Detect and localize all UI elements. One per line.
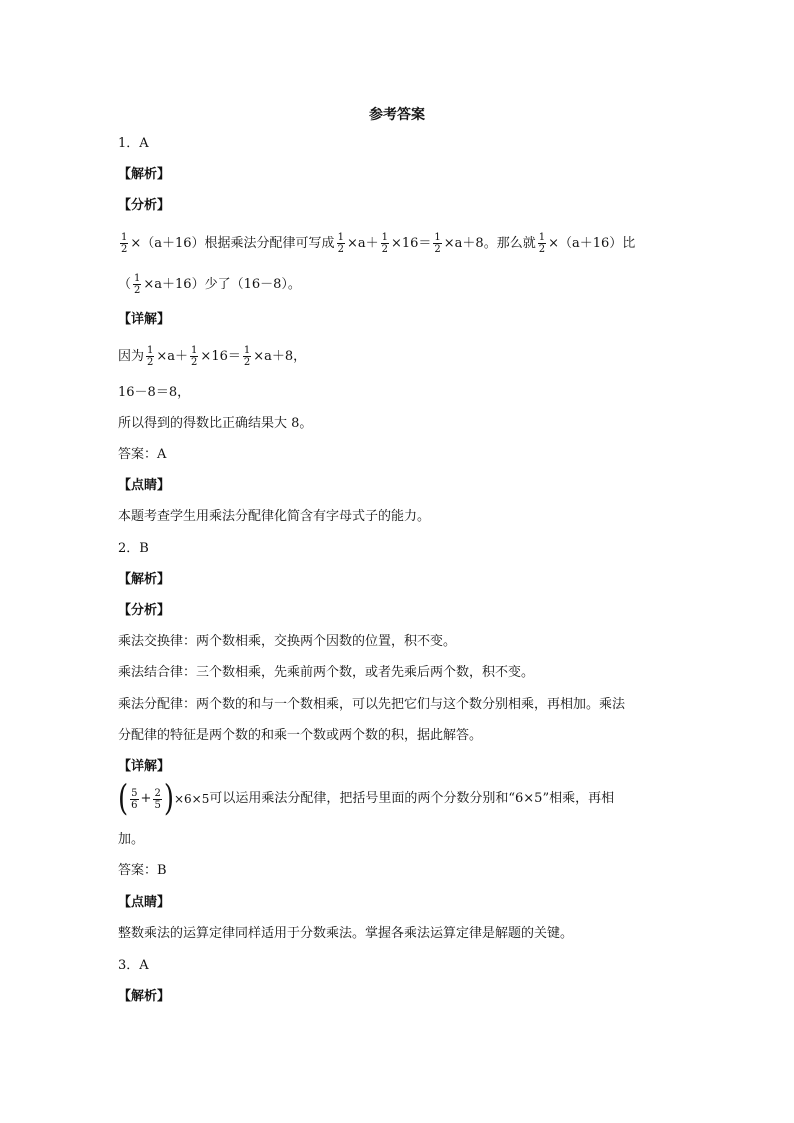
q1-analysis-line1: $\frac{1}{2}$ ×（a＋16）根据乘法分配律可写成 $\frac{1}{2}$ ×a＋ $\frac{1}{2}$ ×16＝ $\frac{1}{2}$ ×a＋8。那么就 $\frac{1}{2}$ ×（a＋16）比 xyxy=(121,232,636,255)
q2-rule-distributive-1: 乘法分配律：两个数的和与一个数相乘，可以先把它们与这个数分别相乘，再相加。乘法 xyxy=(118,697,626,712)
q1-comment: 本题考查学生用乘法分配律化简含有字母式子的能力。 xyxy=(118,509,431,524)
q2-dianjing-heading: 【点睛】 xyxy=(118,895,171,910)
fraction-half: $\frac{1}{2}$ xyxy=(337,232,344,255)
q1-jiexi-heading: 【解析】 xyxy=(118,167,171,182)
q1-xiangjie-heading: 【详解】 xyxy=(118,312,171,327)
q2-detail-line2: 加。 xyxy=(118,832,145,847)
q1-analysis-line2: （ $\frac{1}{2}$ ×a＋16）少了（16－8）。 xyxy=(118,273,301,296)
q2-xiangjie-heading: 【详解】 xyxy=(118,759,171,774)
q2-rule-commutative: 乘法交换律：两个数相乘，交换两个因数的位置，积不变。 xyxy=(118,634,457,649)
q1-number: 1．A xyxy=(118,136,149,151)
q1-answer: 答案：A xyxy=(118,447,167,462)
fraction-half: $\frac{1}{2}$ xyxy=(134,273,141,296)
q3-number: 3．A xyxy=(118,958,149,973)
fraction-two-fifths: $\frac{2}{5}$ xyxy=(154,787,161,811)
fraction-five-sixths: $\frac{5}{6}$ xyxy=(131,787,138,811)
q1-fenxi-heading: 【分析】 xyxy=(118,198,171,213)
q2-rule-distributive-2: 分配律的特征是两个数的和乘一个数或两个数的积，据此解答。 xyxy=(118,728,483,743)
q1-dianjing-heading: 【点睛】 xyxy=(118,478,171,493)
q2-detail-line1: ( $\frac{5}{6}$ + $\frac{2}{5}$ )×6×5可以运用乘法分配律，把括号里面的两个分数分别和“6×5”相乘，再相 xyxy=(118,778,615,820)
q3-jiexi-heading: 【解析】 xyxy=(118,989,171,1004)
q2-rule-associative: 乘法结合律：三个数相乘，先乘前两个数，或者先乘后两个数，积不变。 xyxy=(118,665,535,680)
right-paren: ) xyxy=(163,778,174,820)
page-title: 参考答案 xyxy=(369,107,425,123)
fraction-half: $\frac{1}{2}$ xyxy=(538,232,546,255)
q2-jiexi-heading: 【解析】 xyxy=(118,572,171,587)
q1-detail-line2: 16－8＝8， xyxy=(118,385,191,400)
fraction-half: $\frac{1}{2}$ xyxy=(381,232,388,255)
q1-detail-line3: 所以得到的得数比正确结果大 8。 xyxy=(118,416,313,431)
q2-number: 2．B xyxy=(118,541,149,556)
fraction-half: $\frac{1}{2}$ xyxy=(434,232,441,255)
fraction-half: $\frac{1}{2}$ xyxy=(191,345,198,368)
q1-detail-line1: 因为 $\frac{1}{2}$ ×a＋ $\frac{1}{2}$ ×16＝ $\frac{1}{2}$ ×a＋8， xyxy=(118,345,307,368)
left-paren: ( xyxy=(118,778,129,820)
fraction-half: $\frac{1}{2}$ xyxy=(243,345,251,368)
q2-comment: 整数乘法的运算定律同样适用于分数乘法。掌握各乘法运算定律是解题的关键。 xyxy=(118,926,574,941)
fraction-half: $\frac{1}{2}$ xyxy=(147,345,154,368)
q2-fenxi-heading: 【分析】 xyxy=(118,603,171,618)
fraction-half: $\frac{1}{2}$ xyxy=(121,232,128,255)
q2-answer: 答案：B xyxy=(118,863,167,878)
